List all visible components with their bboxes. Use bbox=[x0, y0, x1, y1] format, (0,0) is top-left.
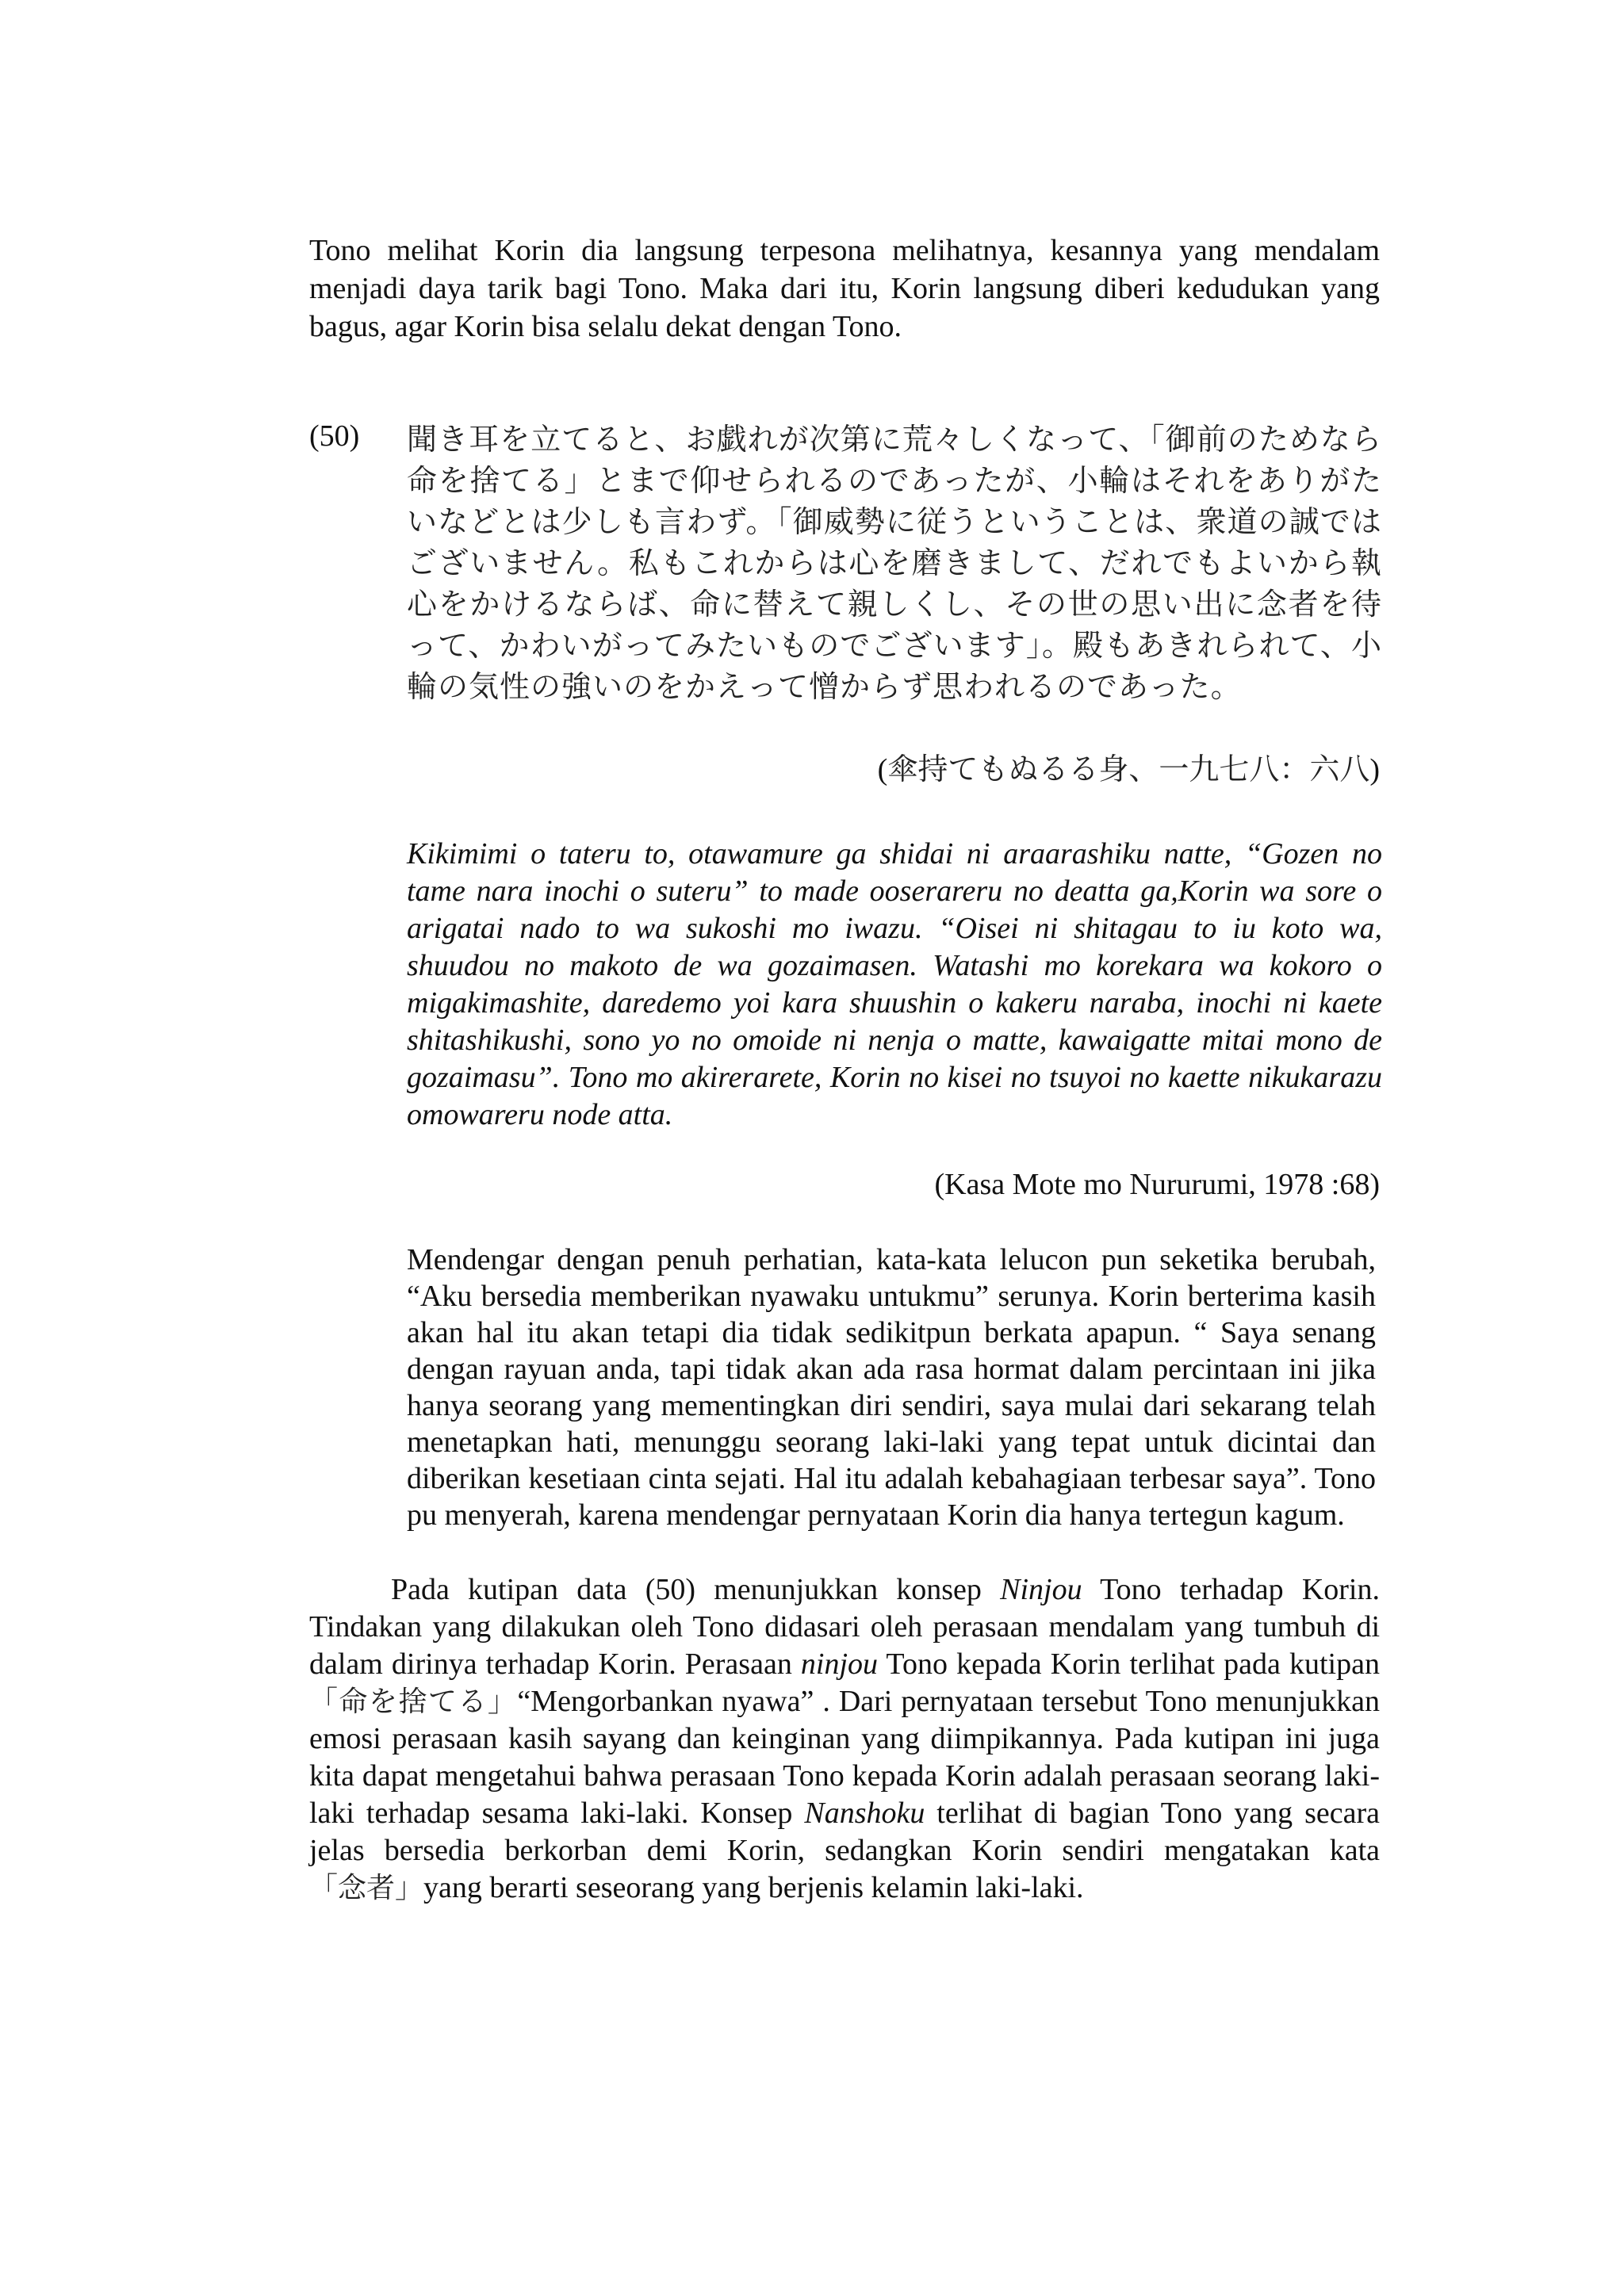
analysis-text-5: terlihat di bagian Tono yang secara jelas bersedia berkorban demi Korin, sedangkan Korin sendiri mengatakan kata bbox=[309, 1797, 1380, 1867]
analysis-text-4: “Mengorbankan nyawa” . Dari pernyataan tersebut Tono menunjukkan emosi perasaan kasih sayang dan keinginan yang diimpikannya. Pada kutipan ini juga kita dapat mengetahui bahwa perasaan Tono kepada Korin adalah perasaan seorang laki-laki terhadap sesama laki-laki. Konsep bbox=[309, 1685, 1380, 1830]
analysis-text-6: yang berarti seseorang yang berjenis kelamin laki-laki. bbox=[423, 1871, 1084, 1904]
analysis-paragraph bbox=[309, 1571, 1380, 1907]
citation-close-paren: ) bbox=[1369, 753, 1380, 786]
japanese-quotation: 聞き耳を立てると、お戯れが次第に荒々しくなって、「御前のためなら命を捨てる」とまで仰せられるのであったが、小輪はそれをありがたいなどとは少しも言わず。「御威勢に従うということは、衆道の誠ではございません。私もこれからは心を磨きまして、だれでもよいから執心をかけるならば、命に替えて親しくし、その世の思い出に念者を待って、かわいがってみたいものでございます」。殿もあきれられて、小輪の気性の強いのをかえって憎からず思われるのであった。 bbox=[407, 422, 1382, 704]
citation-open-paren: ( bbox=[877, 753, 888, 786]
japanese-citation bbox=[878, 748, 1380, 790]
japanese-term-nenja: 「念者」 bbox=[309, 1872, 424, 1904]
translation-paragraph: Mendengar dengan penuh perhatian, kata-kata lelucon pun seketika berubah, “Aku bersedia memberikan nyawaku untukmu” serunya. Korin berterima kasih akan hal itu akan tetapi dia tidak sedikitpun berkata apapun. “ Saya senang dengan rayuan anda, tapi tidak akan ada rasa hormat dalam percintaan ini jika hanya seorang yang mementingkan diri sendiri, saya mulai dari sekarang telah menetapkan hati, menunggu seorang laki-laki yang tepat untuk dicintai dan diberikan kesetiaan cinta sejati. Hal itu adalah kebahagiaan terbesar saya”. Tono pu menyerah, karena mendengar pernyataan Korin dia hanya tertegun kagum. bbox=[407, 1243, 1376, 1532]
romanization-citation: (Kasa Mote mo Nururumi, 1978 :68) bbox=[934, 1168, 1380, 1201]
citation-source: 傘持てもぬるる身、一九七八：六八 bbox=[887, 752, 1370, 786]
analysis-text-2: Tono terhadap Korin. Tindakan yang dilakukan oleh Tono didasari oleh perasaan mendalam yang tumbuh di dalam dirinya terhadap Korin. Perasaan bbox=[309, 1573, 1380, 1681]
example-number: (50) bbox=[309, 419, 360, 453]
intro-paragraph: Tono melihat Korin dia langsung terpesona melihatnya, kesannya yang mendalam menjadi daya tarik bagi Tono. Maka dari itu, Korin langsung diberi kedudukan yang bagus, agar Korin bisa selalu dekat dengan Tono. bbox=[309, 234, 1380, 343]
analysis-text-3: Tono kepada Korin terlihat pada kutipan bbox=[878, 1647, 1380, 1681]
term-ninjou-lower: ninjou bbox=[800, 1647, 879, 1681]
japanese-term-inochi: 「命を捨てる」 bbox=[309, 1686, 518, 1718]
term-ninjou: Ninjou bbox=[1000, 1573, 1082, 1606]
romanization-paragraph: Kikimimi o tateru to, otawamure ga shidai ni araarashiku natte, “Gozen no tame nara inochi o suteru” to made ooserareru no deatta ga,Korin wa sore o arigatai nado to wa sukoshi mo iwazu. “Oisei ni shitagau to iu koto wa, shuudou no makoto de wa gozaimasen. Watashi mo korekara wa kokoro o migakimashite, daredemo yoi kara shuushin o kakeru naraba, inochi ni kaete shitashikushi, sono yo no omoide ni nenja o matte, kawaigatte mitai mono de gozaimasu”. Tono mo akirerarete, Korin no kisei no tsuyoi no kaette nikukarazu omowareru node atta. bbox=[407, 837, 1382, 1131]
term-nanshoku: Nanshoku bbox=[804, 1797, 925, 1830]
analysis-text-1: Pada kutipan data (50) menunjukkan konsep bbox=[391, 1573, 1001, 1606]
